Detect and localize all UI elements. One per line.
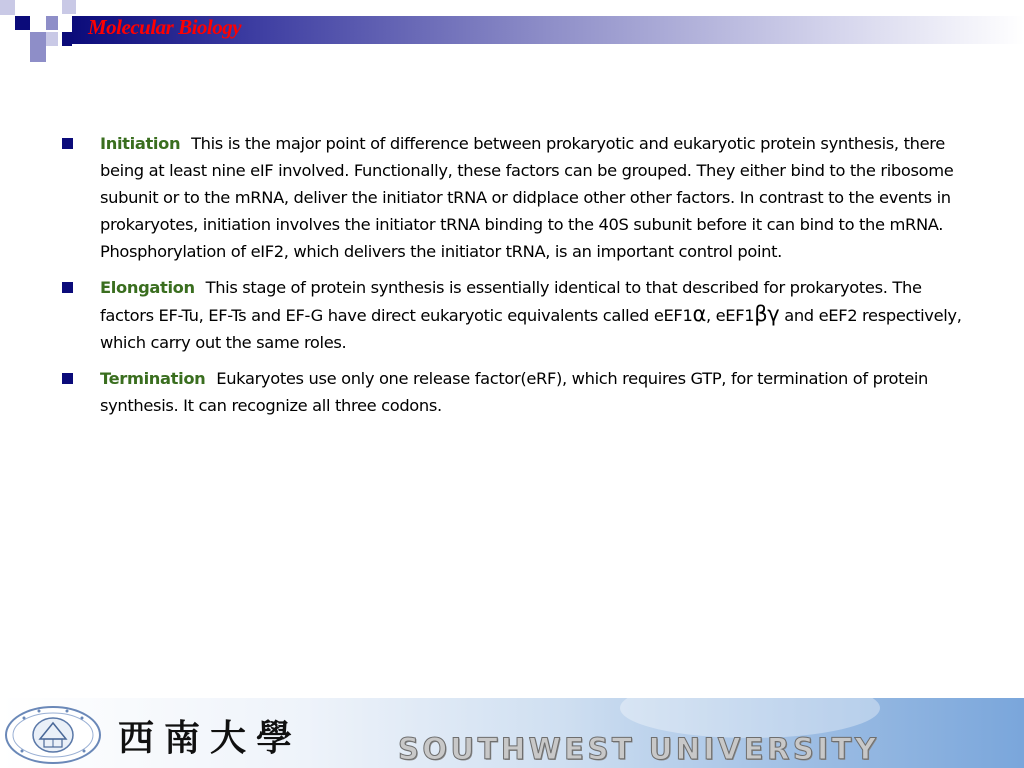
bullet-square-icon	[62, 138, 73, 149]
decor-square	[30, 46, 46, 62]
decor-square	[62, 0, 76, 14]
decor-square	[15, 16, 30, 30]
bullet-text: Eukaryotes use only one release factor(eRF), which requires GTP, for termination of protein synthesis. It can recognize all three codons.	[100, 369, 929, 415]
greek-symbol: βγ	[754, 302, 780, 326]
bullet-text: , eEF1	[705, 306, 755, 325]
bullet-text: This stage of protein synthesis is essentially identical to that described for prokaryotes. The factors EF-Tu, EF-Ts and EF-G have direct eukaryotic equivalents called eEF1	[100, 278, 922, 325]
greek-symbol: α	[692, 302, 706, 326]
university-seal-icon	[4, 705, 102, 765]
university-name-chinese: 西南大學	[118, 717, 303, 759]
bullet-term: Initiation	[100, 134, 181, 153]
bullet-square-icon	[62, 373, 73, 384]
bullet-elongation	[62, 274, 962, 356]
decor-square	[62, 32, 72, 46]
decor-square	[30, 32, 46, 46]
deck-title: Molecular Biology	[88, 15, 242, 39]
slide-content	[62, 130, 962, 428]
bullet-termination	[62, 365, 962, 419]
bullet-square-icon	[62, 282, 73, 293]
bullet-text: This is the major point of difference between prokaryotic and eukaryotic protein synthesis, there being at least nine eIF involved. Functionally, these factors can be grouped. They either bind to the ribosome subunit or to the mRNA, deliver the initiator tRNA or didplace other other factors. In contrast to the events in prokaryotes, initiation involves the initiator tRNA binding to the 40S subunit before it can bind to the mRNA. Phosphorylation of eIF2, which delivers the initiator tRNA, is an important control point.	[100, 134, 954, 261]
bullet-term: Termination	[100, 369, 206, 388]
decor-square	[46, 16, 58, 30]
bullet-initiation	[62, 130, 962, 265]
decor-square	[0, 0, 15, 15]
bullet-text: and eEF2 respectively, which carry out the same roles.	[100, 306, 962, 352]
university-name-english: SOUTHWEST UNIVERSITY	[398, 732, 880, 766]
bullet-term: Elongation	[100, 278, 195, 297]
footer-banner	[0, 698, 1024, 768]
decor-square	[46, 32, 58, 46]
